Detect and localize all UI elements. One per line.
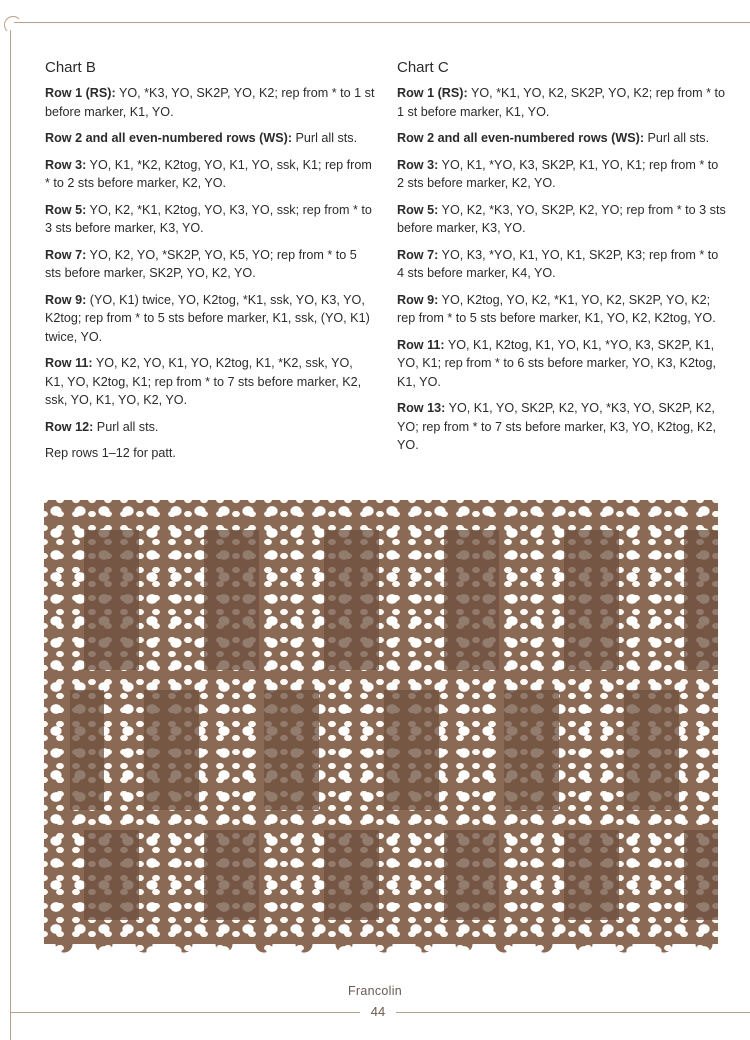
row-label: Row 5: bbox=[45, 202, 87, 217]
chart-c-row bbox=[397, 201, 727, 238]
row-text: Purl all sts. bbox=[644, 131, 710, 145]
row-text: YO, *K1, YO, K2, SK2P, YO, K2; rep from * to 1 st before marker, K1, YO. bbox=[397, 86, 726, 119]
chart-c-row bbox=[397, 156, 727, 193]
row-label: Row 7: bbox=[397, 247, 439, 262]
row-label: Row 3: bbox=[397, 157, 439, 172]
row-label: Row 12: bbox=[45, 419, 94, 434]
row-text: YO, K1, *K2, K2tog, YO, K1, YO, ssk, K1; rep from * to 2 sts before marker, K2, YO. bbox=[45, 157, 372, 190]
chart-b-footer: Rep rows 1–12 for patt. bbox=[45, 446, 176, 460]
chart-b-column bbox=[45, 58, 375, 471]
row-text: YO, *K3, YO, SK2P, YO, K2; rep from * to 1 st before marker, K1, YO. bbox=[45, 86, 375, 119]
row-label: Row 5: bbox=[397, 202, 439, 217]
chart-b-title: Chart B bbox=[45, 59, 96, 76]
row-label: Row 2 and all even-numbered rows (WS): bbox=[45, 131, 293, 145]
lace-leaf-band bbox=[44, 530, 718, 670]
row-text: Purl all sts. bbox=[292, 131, 358, 145]
frame-left-rule bbox=[10, 30, 11, 1040]
chart-c-row bbox=[397, 129, 727, 148]
row-label: Row 11: bbox=[397, 337, 445, 352]
chart-c-row bbox=[397, 84, 727, 121]
photo-caption: Francolin bbox=[347, 984, 403, 998]
chart-b-row bbox=[45, 246, 375, 283]
chart-b-row bbox=[45, 418, 375, 437]
lace-swatch-photo bbox=[44, 500, 718, 960]
lace-leaf-band bbox=[44, 690, 718, 810]
chart-c-row bbox=[397, 246, 727, 283]
row-text: YO, K2, *K1, K2tog, YO, K3, YO, ssk; rep from * to 3 sts before marker, K3, YO. bbox=[45, 202, 372, 235]
row-label: Row 11: bbox=[45, 356, 93, 370]
row-label: Row 9: bbox=[397, 292, 439, 307]
row-text: YO, K1, *YO, K3, SK2P, K1, YO, K1; rep from * to 2 sts before marker, K2, YO. bbox=[397, 157, 719, 190]
row-text: YO, K1, K2tog, K1, YO, K1, *YO, K3, SK2P, K1, YO, K1; rep from * to 6 sts before marker, YO, K3, K2tog, K1, YO. bbox=[397, 337, 716, 389]
chart-c-row bbox=[397, 336, 727, 392]
frame-bottom-rule bbox=[10, 1012, 360, 1013]
row-label: Row 2 and all even-numbered rows (WS): bbox=[397, 131, 645, 145]
chart-c-title: Chart C bbox=[397, 59, 449, 76]
row-text: YO, K2, *K3, YO, SK2P, K2, YO; rep from * to 3 sts before marker, K3, YO. bbox=[397, 202, 726, 235]
row-text: YO, K2, YO, K1, YO, K2tog, K1, *K2, ssk, YO, K1, YO, K2tog, K1; rep from * to 7 sts before marker, K2, ssk, YO, K1, YO, K2, YO. bbox=[45, 356, 362, 407]
row-text: YO, K2tog, YO, K2, *K1, YO, K2, SK2P, YO, K2; rep from * to 5 sts before marker, K1, YO, K2, K2tog, YO. bbox=[397, 292, 716, 325]
chart-b-row bbox=[45, 84, 375, 121]
row-label: Row 3: bbox=[45, 157, 87, 172]
chart-b-row bbox=[45, 291, 375, 347]
frame-bottom-rule bbox=[396, 1012, 750, 1013]
page-number: 44 bbox=[370, 1004, 386, 1019]
row-label: Row 9: bbox=[45, 292, 87, 307]
chart-b-row bbox=[45, 156, 375, 193]
row-text: YO, K2, YO, *SK2P, YO, K5, YO; rep from * to 5 sts before marker, SK2P, YO, K2, YO. bbox=[45, 247, 357, 280]
chart-b-row bbox=[45, 201, 375, 238]
row-text: (YO, K1) twice, YO, K2tog, *K1, ssk, YO, K3, YO, K2tog; rep from * to 5 sts before marker, K1, ssk, (YO, K1) twice, YO. bbox=[45, 292, 370, 344]
lace-leaf-band bbox=[44, 830, 718, 920]
row-label: Row 13: bbox=[397, 401, 446, 415]
frame-top-rule bbox=[14, 22, 750, 23]
row-text: YO, K1, YO, SK2P, K2, YO, *K3, YO, SK2P, K2, YO; rep from * to 7 sts before marker, K3, YO, K2tog, K2, YO. bbox=[397, 401, 716, 452]
row-label: Row 7: bbox=[45, 247, 87, 262]
chart-c-column bbox=[397, 58, 727, 463]
row-text: Purl all sts. bbox=[93, 419, 159, 434]
frame-curl-ornament bbox=[4, 16, 22, 34]
chart-b-row bbox=[45, 129, 375, 148]
row-text: YO, K3, *YO, K1, YO, K1, SK2P, K3; rep from * to 4 sts before marker, K4, YO. bbox=[397, 247, 719, 280]
chart-b-row bbox=[45, 354, 375, 410]
row-label: Row 1 (RS): bbox=[45, 86, 116, 100]
chart-c-row bbox=[397, 291, 727, 328]
chart-c-row bbox=[397, 399, 727, 455]
row-label: Row 1 (RS): bbox=[397, 86, 468, 100]
scalloped-edge bbox=[44, 944, 718, 960]
